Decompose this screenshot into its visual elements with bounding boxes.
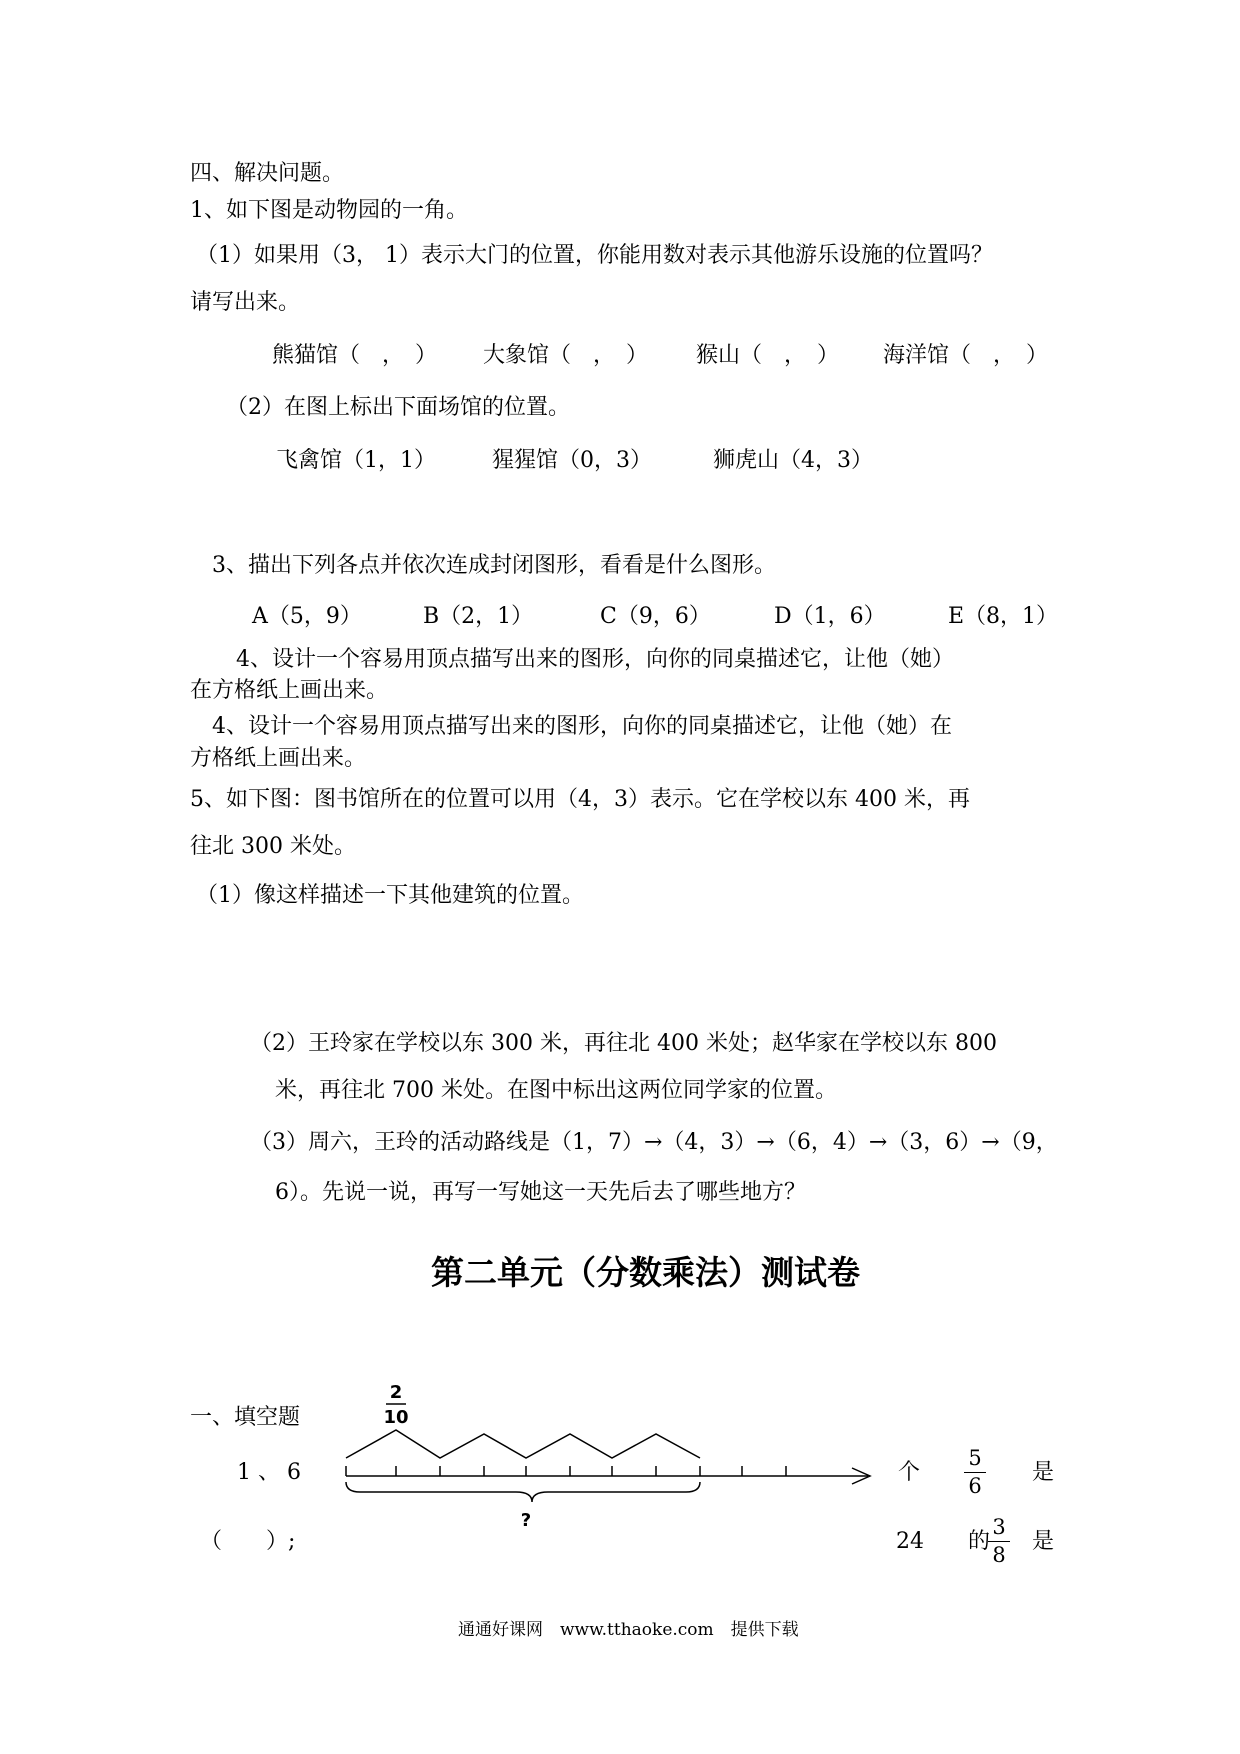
bottom-brace [346,1482,700,1502]
axis-ticks [346,1466,786,1476]
mark-bird-hall: 飞禽馆（1，1） [276,448,436,473]
q1-part2: （2）在图上标出下面场馆的位置。 [226,395,570,420]
point-d: D（1，6） [774,604,886,629]
answer-blank: （ ）; [200,1529,296,1554]
q5-part3-line2: 6）。先说一说，再写一写她这一天先后去了哪些地方？ [275,1180,806,1205]
q1-right-suffix: 是 [1032,1460,1055,1485]
q1-right-prefix: 个 [898,1460,921,1485]
q4b-line2: 方格纸上画出来。 [190,746,367,771]
q5-part2-line2: 米，再往北 700 米处。在图中标出这两位同学家的位置。 [275,1078,837,1103]
top-fraction-num: 2 [389,1382,403,1403]
unit-title: 第二单元（分数乘法）测试卷 [431,1253,860,1292]
q1-left-text: 1 、 6 [237,1460,301,1485]
venue-ocean: 海洋馆（ ， ） [883,343,1049,368]
fraction-number-line-diagram [320,1370,880,1530]
q3-text: 3、描出下列各点并依次连成封闭图形，看看是什么图形。 [212,553,776,578]
q5-line1: 5、如下图：图书馆所在的位置可以用（4，3）表示。它在学校以东 400 米，再 [190,787,970,812]
point-e: E（8，1） [948,604,1059,629]
q5-part3-line1: （3）周六，王玲的活动路线是（1，7）→（4，3）→（6，4）→（3，6）→（9， [250,1130,1058,1155]
q1-part1-line1: （1）如果用（3， 1）表示大门的位置，你能用数对表示其他游乐设施的位置吗？ [196,243,993,268]
q2-prefix: 24 的 [896,1529,990,1554]
q2-suffix: 是 [1032,1529,1055,1554]
q5-line2: 往北 300 米处。 [190,834,356,859]
mark-lion-tiger-hill: 狮虎山（4，3） [713,448,873,473]
fill-blank-heading: 一、填空题 [190,1405,301,1430]
mark-gorilla-hall: 猩猩馆（0，3） [492,448,652,473]
fraction-three-eighths: 3 8 [988,1517,1010,1566]
point-b: B（2，1） [423,604,534,629]
point-a: A（5，9） [252,604,362,629]
q5-part2-line1: （2）王玲家在学校以东 300 米，再往北 400 米处；赵华家在学校以东 800 [250,1031,997,1056]
q4b-line1: 4、设计一个容易用顶点描写出来的图形，向你的同桌描述它，让他（她）在 [212,714,952,739]
q4a-line1: 4、设计一个容易用顶点描写出来的图形，向你的同桌描述它，让他（她） [236,647,954,672]
fraction-five-sixths: 5 6 [964,1448,986,1497]
venue-panda: 熊猫馆（ ， ） [272,343,438,368]
venue-monkey-hill: 猴山（ ， ） [696,343,840,368]
point-c: C（9，6） [600,604,711,629]
q4a-line2: 在方格纸上画出来。 [190,678,389,703]
section-heading: 四、解决问题。 [190,161,345,186]
q1-part1-line2: 请写出来。 [190,290,301,315]
hop-arcs [346,1430,700,1458]
question-mark: ? [520,1510,532,1530]
q5-part1: （1）像这样描述一下其他建筑的位置。 [196,883,584,908]
top-fraction [383,1382,408,1428]
q1-title: 1、如下图是动物园的一角。 [190,198,468,223]
venue-elephant: 大象馆（ ， ） [483,343,649,368]
footer-credit: 通通好课网 www.tthaoke.com 提供下载 [458,1620,799,1640]
top-fraction-den: 10 [383,1407,409,1428]
